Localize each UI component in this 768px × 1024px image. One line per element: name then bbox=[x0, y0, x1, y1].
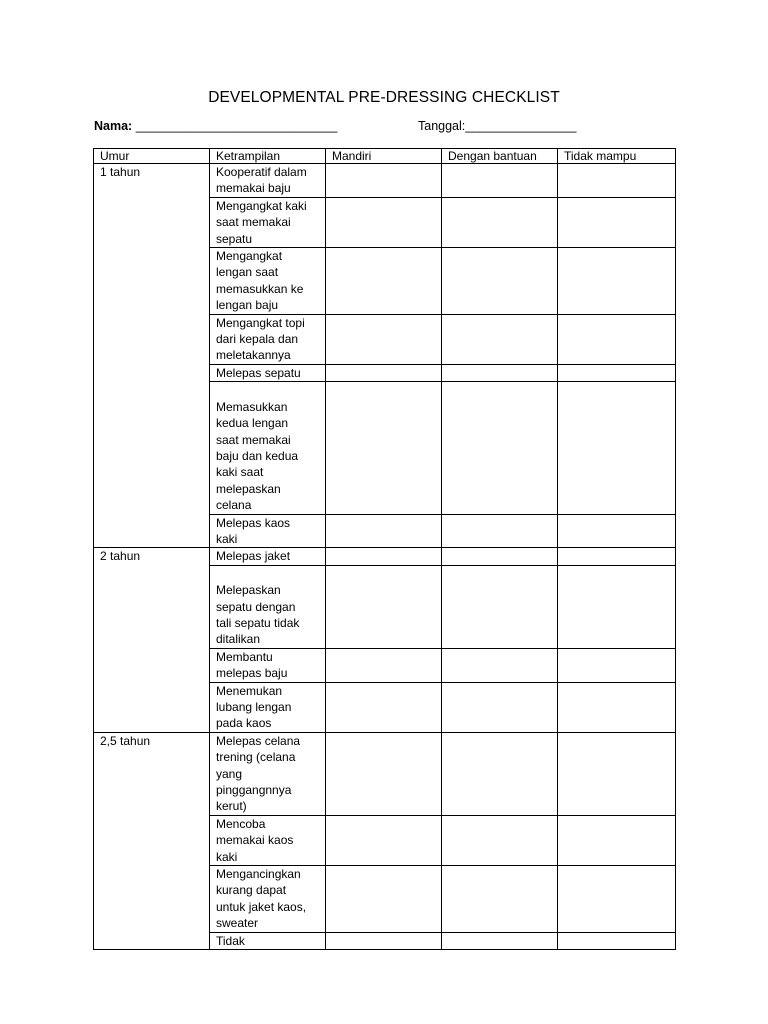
table-row bbox=[94, 732, 676, 815]
tidak-mampu-checkbox-cell[interactable] bbox=[558, 866, 676, 933]
skill-cell: Kooperatif dalam memakai baju bbox=[210, 164, 326, 198]
tidak-mampu-checkbox-cell[interactable] bbox=[558, 514, 676, 548]
dengan-bantuan-checkbox-cell[interactable] bbox=[442, 314, 558, 364]
skill-cell: Melepas kaos kaki bbox=[210, 514, 326, 548]
document-title: DEVELOPMENTAL PRE-DRESSING CHECKLIST bbox=[208, 89, 560, 106]
nama-blank-line[interactable]: _____________________________ bbox=[132, 119, 338, 133]
header-tidak-mampu: Tidak mampu bbox=[558, 149, 676, 164]
dengan-bantuan-checkbox-cell[interactable] bbox=[442, 514, 558, 548]
skill-cell: Menemukan lubang lengan pada kaos bbox=[210, 682, 326, 732]
tidak-mampu-checkbox-cell[interactable] bbox=[558, 382, 676, 514]
skill-cell: Melepaskan sepatu dengan tali sepatu tidak ditalikan bbox=[210, 565, 326, 648]
tidak-mampu-checkbox-cell[interactable] bbox=[558, 248, 676, 315]
mandiri-checkbox-cell[interactable] bbox=[326, 197, 442, 247]
skill-cell: Melepas jaket bbox=[210, 548, 326, 565]
mandiri-checkbox-cell[interactable] bbox=[326, 248, 442, 315]
header-ketrampilan: Ketrampilan bbox=[210, 149, 326, 164]
tidak-mampu-checkbox-cell[interactable] bbox=[558, 682, 676, 732]
mandiri-checkbox-cell[interactable] bbox=[326, 164, 442, 198]
mandiri-checkbox-cell[interactable] bbox=[326, 648, 442, 682]
tanggal-blank-line[interactable]: ________________ bbox=[465, 119, 577, 133]
age-cell: 2,5 tahun bbox=[94, 732, 210, 949]
tidak-mampu-checkbox-cell[interactable] bbox=[558, 197, 676, 247]
nama-field[interactable] bbox=[94, 119, 337, 133]
mandiri-checkbox-cell[interactable] bbox=[326, 866, 442, 933]
dengan-bantuan-checkbox-cell[interactable] bbox=[442, 866, 558, 933]
dengan-bantuan-checkbox-cell[interactable] bbox=[442, 815, 558, 865]
mandiri-checkbox-cell[interactable] bbox=[326, 565, 442, 648]
checklist-table bbox=[93, 148, 676, 950]
skill-cell: Membantu melepas baju bbox=[210, 648, 326, 682]
skill-cell: Mengangkat lengan saat memasukkan ke lengan baju bbox=[210, 248, 326, 315]
tidak-mampu-checkbox-cell[interactable] bbox=[558, 732, 676, 815]
header-umur: Umur bbox=[94, 149, 210, 164]
tidak-mampu-checkbox-cell[interactable] bbox=[558, 648, 676, 682]
tidak-mampu-checkbox-cell[interactable] bbox=[558, 364, 676, 381]
skill-cell: Memasukkan kedua lengan saat memakai baju dan kedua kaki saat melepaskan celana bbox=[210, 382, 326, 514]
mandiri-checkbox-cell[interactable] bbox=[326, 732, 442, 815]
dengan-bantuan-checkbox-cell[interactable] bbox=[442, 732, 558, 815]
dengan-bantuan-checkbox-cell[interactable] bbox=[442, 164, 558, 198]
tanggal-label: Tanggal: bbox=[418, 119, 466, 133]
age-cell: 2 tahun bbox=[94, 548, 210, 732]
skill-cell: Melepas celana trening (celana yang pinggangnnya kerut) bbox=[210, 732, 326, 815]
mandiri-checkbox-cell[interactable] bbox=[326, 382, 442, 514]
mandiri-checkbox-cell[interactable] bbox=[326, 682, 442, 732]
skill-cell: Mengancingkan kurang dapat untuk jaket kaos, sweater bbox=[210, 866, 326, 933]
tidak-mampu-checkbox-cell[interactable] bbox=[558, 815, 676, 865]
tidak-mampu-checkbox-cell[interactable] bbox=[558, 932, 676, 949]
dengan-bantuan-checkbox-cell[interactable] bbox=[442, 364, 558, 381]
mandiri-checkbox-cell[interactable] bbox=[326, 548, 442, 565]
skill-cell: Mencoba memakai kaos kaki bbox=[210, 815, 326, 865]
checklist-body bbox=[94, 164, 676, 950]
skill-cell: Tidak bbox=[210, 932, 326, 949]
table-row bbox=[94, 548, 676, 565]
header-mandiri: Mandiri bbox=[326, 149, 442, 164]
tidak-mampu-checkbox-cell[interactable] bbox=[558, 565, 676, 648]
mandiri-checkbox-cell[interactable] bbox=[326, 815, 442, 865]
skill-cell: Melepas sepatu bbox=[210, 364, 326, 381]
tidak-mampu-checkbox-cell[interactable] bbox=[558, 314, 676, 364]
mandiri-checkbox-cell[interactable] bbox=[326, 514, 442, 548]
dengan-bantuan-checkbox-cell[interactable] bbox=[442, 682, 558, 732]
mandiri-checkbox-cell[interactable] bbox=[326, 932, 442, 949]
dengan-bantuan-checkbox-cell[interactable] bbox=[442, 248, 558, 315]
tidak-mampu-checkbox-cell[interactable] bbox=[558, 548, 676, 565]
header-dengan-bantuan: Dengan bantuan bbox=[442, 149, 558, 164]
dengan-bantuan-checkbox-cell[interactable] bbox=[442, 382, 558, 514]
tanggal-field[interactable] bbox=[418, 119, 577, 133]
dengan-bantuan-checkbox-cell[interactable] bbox=[442, 565, 558, 648]
nama-label: Nama: bbox=[94, 119, 133, 133]
dengan-bantuan-checkbox-cell[interactable] bbox=[442, 548, 558, 565]
age-cell: 1 tahun bbox=[94, 164, 210, 548]
dengan-bantuan-checkbox-cell[interactable] bbox=[442, 648, 558, 682]
mandiri-checkbox-cell[interactable] bbox=[326, 364, 442, 381]
table-header-row bbox=[94, 149, 676, 164]
mandiri-checkbox-cell[interactable] bbox=[326, 314, 442, 364]
skill-cell: Mengangkat kaki saat memakai sepatu bbox=[210, 197, 326, 247]
skill-cell: Mengangkat topi dari kepala dan meletakannya bbox=[210, 314, 326, 364]
tidak-mampu-checkbox-cell[interactable] bbox=[558, 164, 676, 198]
table-row bbox=[94, 164, 676, 198]
dengan-bantuan-checkbox-cell[interactable] bbox=[442, 932, 558, 949]
dengan-bantuan-checkbox-cell[interactable] bbox=[442, 197, 558, 247]
